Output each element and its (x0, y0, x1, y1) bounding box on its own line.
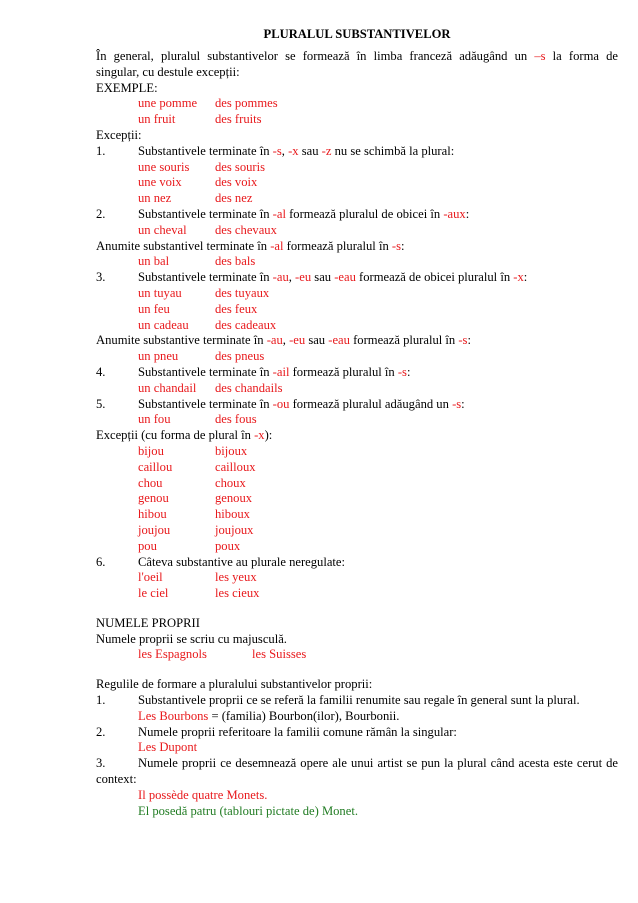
rule-text: formează pluralul adăugând un (289, 396, 453, 411)
rule-4 (96, 365, 618, 381)
intro-line-2: singular, cu destule excepții: (96, 64, 240, 79)
plural-form: les cieux (215, 586, 260, 601)
suffix-highlight: -s (397, 364, 407, 379)
section-heading-proper-names: NUMELE PROPRII (96, 615, 200, 630)
rule-number: 6. (96, 554, 106, 569)
example-pair (96, 444, 618, 460)
singular-form: hibou (138, 507, 167, 522)
suffix-highlight: -al (270, 238, 284, 253)
rule-text: formează pluralul în (349, 333, 459, 348)
plural-form: hiboux (215, 507, 250, 522)
example-pair (96, 570, 618, 586)
rule-text: Anumite substantivel terminate în (96, 238, 271, 253)
proper-names-intro: Numele proprii se scriu cu majusculă. (96, 631, 287, 646)
plural-form: des feux (215, 301, 258, 316)
plural-form: des pneus (215, 349, 265, 364)
singular-form: un tuyau (138, 285, 182, 300)
proper-example: les Suisses (252, 647, 307, 662)
singular-form: pou (138, 538, 157, 553)
rule-text: = (familia) Bourbon(ilor), Bourbonii. (208, 708, 400, 723)
proper-rule-1 (96, 693, 618, 709)
rule-text: Numele proprii ce desemnează opere ale unui artist se pun la plural când acesta este cerut de (138, 756, 618, 771)
example-pair (96, 586, 618, 602)
rule-text: Excepții (cu forma de plural în (96, 428, 255, 443)
suffix-highlight: -ail (272, 364, 290, 379)
rule-text: , (282, 333, 290, 348)
plural-form: genoux (215, 491, 253, 506)
example-pair (96, 160, 618, 176)
rule-3-note (96, 333, 618, 349)
rule-5-exceptions (96, 428, 618, 444)
example-pair (96, 318, 618, 334)
rule-text: : (401, 238, 405, 253)
rule-number: 4. (96, 364, 106, 379)
plural-form: des bals (215, 254, 256, 269)
example-pair (96, 349, 618, 365)
singular-form: genou (138, 491, 169, 506)
example-pair (96, 539, 618, 555)
page-title: PLURALUL SUBSTANTIVELOR (263, 27, 451, 41)
example-pair (96, 254, 618, 270)
example-pair (96, 647, 618, 663)
rule-text: , (281, 143, 289, 158)
rule-number: 2. (96, 724, 106, 739)
suffix-highlight: -s (272, 143, 282, 158)
suffix-highlight: -ou (272, 396, 290, 411)
suffix-highlight: -x (254, 428, 265, 443)
example-pair (96, 223, 618, 239)
singular-form: un fou (138, 412, 171, 427)
suffix-highlight: -x (288, 143, 299, 158)
singular-form: un feu (138, 301, 170, 316)
rule-number: 3. (96, 756, 106, 771)
plural-form: des chandails (215, 380, 283, 395)
singular-form: un pneu (138, 349, 179, 364)
rule-text: : (523, 270, 528, 285)
plural-form: des fruits (215, 112, 262, 127)
suffix-highlight: -au (266, 333, 283, 348)
plural-form: des chevaux (215, 222, 277, 237)
rule-text: formează pluralul în (289, 364, 398, 379)
rule-text: Anumite substantive terminate în (96, 333, 267, 348)
plural-form: les yeux (215, 570, 257, 585)
proper-rule-1-example (96, 709, 618, 725)
plural-form: joujoux (215, 522, 254, 537)
singular-form: un fruit (138, 112, 176, 127)
rule-text: formează pluralul de obicei în (285, 206, 444, 221)
rule-text: nu se schimbă la plural: (331, 143, 455, 158)
singular-form: bijou (138, 443, 164, 458)
example-pair (96, 286, 618, 302)
rule-5 (96, 397, 618, 413)
proper-rules-heading: Regulile de formare a pluralului substantivelor proprii: (96, 677, 373, 692)
plural-form: des nez (215, 191, 253, 206)
suffix-highlight: -eu (295, 270, 312, 285)
rule-text: : (461, 396, 465, 411)
singular-form: chou (138, 475, 163, 490)
spacer (96, 663, 618, 677)
singular-form: le ciel (138, 586, 169, 601)
proper-rule-3-cont: context: (96, 772, 137, 787)
plural-form: des voix (215, 175, 258, 190)
proper-rule-3-example-ro: El posedă patru (tablouri pictate de) Monet. (138, 803, 358, 818)
suffix-highlight: -z (321, 143, 332, 158)
proper-rule-2 (96, 725, 618, 741)
rule-text: Numele proprii referitoare la familii comune rămân la singular: (138, 724, 457, 739)
rule-text: sau (305, 333, 329, 348)
example-pair (96, 96, 618, 112)
intro-text: În general, pluralul substantivelor se formează în limba franceză adăugând un (96, 49, 535, 63)
singular-form: caillou (138, 459, 173, 474)
singular-form: un cheval (138, 222, 187, 237)
singular-form: une pomme (138, 96, 198, 111)
plural-form: poux (215, 538, 241, 553)
singular-form: un nez (138, 191, 172, 206)
rule-number: 1. (96, 143, 106, 158)
rule-2-note (96, 239, 618, 255)
suffix-highlight: -eu (289, 333, 306, 348)
rule-text: Substantivele terminate în (138, 206, 273, 221)
example-pair (96, 507, 618, 523)
plural-form: des fous (215, 412, 257, 427)
rule-text: ): (264, 428, 273, 443)
exceptii-label: Excepții: (96, 127, 142, 142)
examples-label: EXEMPLE: (96, 80, 158, 95)
example-pair (96, 302, 618, 318)
singular-form: une souris (138, 159, 190, 174)
plural-form: bijoux (215, 443, 248, 458)
suffix-highlight: -aux (443, 206, 466, 221)
rule-number: 1. (96, 693, 106, 708)
example-pair (96, 523, 618, 539)
plural-form: des pommes (215, 96, 278, 111)
singular-form: une voix (138, 175, 182, 190)
rule-text: : (467, 333, 471, 348)
plural-form: choux (215, 475, 246, 490)
intro-line-1 (96, 49, 618, 65)
suffix-highlight: -al (272, 206, 286, 221)
rule-text: formează pluralul în (283, 238, 392, 253)
rule-1 (96, 144, 618, 160)
suffix-highlight: -x (513, 270, 524, 285)
spacer (96, 602, 618, 616)
example-pair (96, 191, 618, 207)
rule-text: Substantivele terminate în (138, 270, 273, 285)
proper-rule-3-example-fr: Il possède quatre Monets. (138, 787, 268, 802)
rule-number: 3. (96, 270, 106, 285)
example-pair (96, 476, 618, 492)
singular-form: joujou (138, 522, 171, 537)
suffix-highlight: -au (272, 270, 289, 285)
example-pair (96, 460, 618, 476)
proper-example: Les Bourbons (138, 708, 209, 723)
document-page (96, 24, 618, 819)
example-pair (96, 491, 618, 507)
proper-example: les Espagnols (138, 647, 207, 662)
proper-rule-3 (96, 756, 618, 772)
singular-form: un cadeau (138, 317, 189, 332)
rule-2 (96, 207, 618, 223)
intro-text: la forma de (545, 49, 618, 63)
suffix-highlight: -s (391, 238, 401, 253)
proper-rule-2-example: Les Dupont (138, 740, 198, 755)
suffix-highlight: -eau (328, 333, 350, 348)
example-pair (96, 112, 618, 128)
plural-form: cailloux (215, 459, 256, 474)
plural-form: des souris (215, 159, 266, 174)
singular-form: un chandail (138, 380, 197, 395)
rule-text: , (288, 270, 296, 285)
suffix-highlight: -s (458, 333, 468, 348)
rule-text: : (465, 206, 470, 221)
singular-form: un bal (138, 254, 170, 269)
rule-text: sau (298, 143, 322, 158)
rule-text: Substantivele proprii ce se referă la familii renumite sau regale în general sunt la plural. (138, 693, 580, 708)
example-pair (96, 175, 618, 191)
rule-text: : (406, 364, 411, 379)
example-pair (96, 381, 618, 397)
rule-3 (96, 270, 618, 286)
plural-form: des cadeaux (215, 317, 277, 332)
rule-number: 2. (96, 206, 106, 221)
rule-text: Substantivele terminate în (138, 396, 273, 411)
suffix-highlight: -eau (334, 270, 356, 285)
rule-6 (96, 555, 618, 571)
rule-number: 5. (96, 396, 106, 411)
rule-text: Substantivele terminate în (138, 143, 273, 158)
rule-text: Câteva substantive au plurale neregulate: (138, 554, 346, 569)
singular-form: l'oeil (138, 570, 163, 585)
example-pair (96, 412, 618, 428)
suffix-highlight: -s (452, 396, 462, 411)
rule-text: formează de obicei pluralul în (355, 270, 514, 285)
plural-form: des tuyaux (215, 285, 270, 300)
rule-text: sau (311, 270, 335, 285)
suffix-highlight: –s (534, 49, 546, 63)
rule-text: Substantivele terminate în (138, 364, 273, 379)
